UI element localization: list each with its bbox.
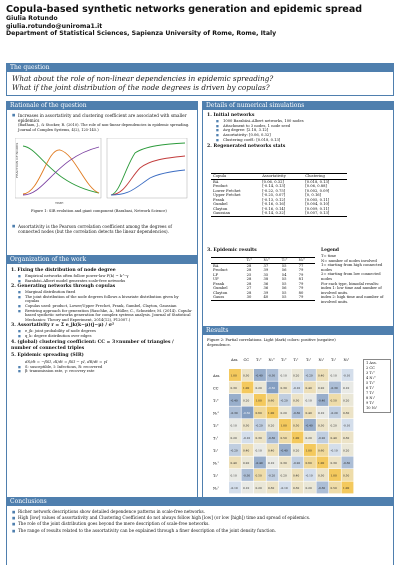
table-cell: 37	[263, 263, 269, 268]
heatmap-value: 0.30	[293, 398, 300, 403]
heatmap-label-item: 3 T₁⁰	[366, 371, 375, 375]
legend-line: 2= starting from low connected nodes	[321, 272, 381, 281]
heatmap-value: 0.30	[230, 386, 237, 390]
org-step-2: 2. Generating networks through copulas	[11, 284, 116, 290]
org-item: ■ q_k: degree distribution over edges	[11, 334, 193, 339]
heatmap-value: 0.20	[305, 486, 312, 490]
heatmap-labels	[363, 359, 391, 413]
heatmap-value: 0.40	[305, 411, 312, 415]
heatmap-value: 0.20	[230, 436, 237, 440]
heatmap-col-label: T₁⁰	[256, 358, 262, 362]
heatmap-value: 0.10	[243, 486, 250, 490]
section-organization	[6, 255, 198, 502]
table-cell: 39	[263, 268, 269, 272]
heatmap-value: 0.10	[330, 373, 337, 378]
conclusion-item: ■ Richer network descriptions show detailed dependence patterns in scale-free networks.	[11, 509, 389, 515]
heatmap-label-item: 2 CC	[366, 366, 375, 370]
legend-line: T= time	[321, 254, 337, 258]
table-cell: [0.005, 0.11]	[305, 197, 330, 202]
heatmap-col-label: N₁⁰	[268, 358, 275, 362]
legend-title: Legend	[321, 248, 340, 253]
heatmap-label-item: 9 T₂ᴵ	[366, 401, 375, 405]
org-item: ■ e_jk: joint probability of node degrees	[11, 329, 193, 334]
table-cell: [0.06, 0.32]	[262, 179, 284, 184]
table-cell: 35	[263, 272, 269, 277]
table-cell: [-0.14, 0.32]	[262, 211, 286, 215]
table-cell: 39	[263, 290, 269, 295]
heatmap-value: 0.20	[255, 386, 262, 390]
heatmap-value: -0.30	[268, 373, 276, 378]
table-cell: 55	[281, 277, 287, 281]
details-item: ■ Avg degree: [2.18, 3.12]	[207, 128, 389, 133]
table-cell: 28	[246, 277, 252, 281]
heatmap-value: -0.20	[305, 373, 313, 378]
heatmap-value: -0.40	[255, 461, 263, 465]
table-cell: Clayton	[213, 290, 228, 295]
section-heading: Conclusions	[6, 497, 394, 506]
heatmap-row-label: N₁ᴵ	[213, 461, 219, 466]
table-cell: 28	[246, 268, 252, 272]
heatmap-value: 0.60	[255, 411, 262, 415]
table-header: Clustering	[305, 174, 325, 178]
section-conclusions	[6, 497, 394, 565]
heatmap-value: 0.40	[230, 461, 237, 465]
heatmap-row-label: T₁⁰	[213, 399, 219, 404]
conclusion-item: ■ High [low] values of assortativity and Clustering Coefficient do not always follow high [low] (or low [high]) time and spread of epidemics.	[11, 515, 389, 521]
table-cell: [-0.13, 0.12]	[262, 197, 286, 202]
fig1-ylabel: FRACTION OF NODES	[15, 142, 19, 178]
heatmap-label-item: 5 T₂⁰	[366, 381, 375, 385]
heatmap-value: 1.00	[343, 486, 350, 490]
heatmap-value: -0.20	[268, 473, 276, 478]
table-cell: Product	[213, 268, 228, 272]
heatmap-value: -0.30	[318, 486, 326, 490]
heatmap-value: 0.30	[280, 461, 287, 465]
heatmap-value: -0.10	[243, 436, 251, 440]
epidemic-table-body	[211, 263, 315, 300]
table-cell: Lower Fréchet	[213, 188, 241, 193]
heatmap-value: 1.00	[255, 398, 262, 403]
table-header: N₁⁰	[263, 258, 270, 262]
section-body	[6, 506, 394, 565]
table-cell: [0.009, 0.11]	[305, 206, 330, 211]
heatmap-value: 0.10	[230, 473, 237, 478]
epidemic-table	[211, 257, 315, 301]
table-cell: Frank	[213, 197, 225, 202]
heatmap-value: 0.30	[243, 373, 250, 378]
heatmap-value: 0.20	[255, 486, 262, 490]
heatmap-col-label: N₂ᴵ	[343, 358, 349, 362]
heatmap-value: 0.20	[243, 461, 250, 465]
table-cell: [0.002, 0.09]	[305, 188, 330, 193]
legend-line: index 1: low time and number of involved units.	[321, 286, 382, 295]
table-cell: 81	[298, 277, 304, 281]
section-body	[202, 110, 394, 329]
heatmap-value: -0.10	[305, 473, 313, 478]
org-item: ■ The joint distribution of the node degrees follows a bivariate distribution given by copulas	[11, 295, 193, 304]
heatmap-value: -0.10	[230, 486, 238, 490]
heatmap-label-item: 1 Ass.	[366, 361, 377, 365]
heatmap-value: 0.10	[343, 386, 350, 390]
heatmap-value: 1.00	[330, 473, 337, 478]
table-cell: 28	[246, 281, 252, 286]
partial-correlation-heatmap	[213, 353, 358, 495]
heatmap-row-label: N₂ᴵ	[213, 486, 219, 491]
heatmap-value: 0.20	[343, 398, 350, 403]
legend-line: 1= starting from high connected nodes	[321, 263, 383, 272]
section-rationale	[6, 101, 198, 260]
heatmap-label-item: 6 T₁ᴵ	[366, 386, 375, 390]
table-cell: 55	[281, 281, 287, 286]
org-item: ■ Marginal distribution fixed	[11, 290, 193, 295]
heatmap-value: 0.30	[293, 486, 300, 490]
table-cell: 80	[298, 290, 304, 295]
heatmap-value: -0.20	[330, 411, 338, 415]
heatmap-value: -0.10	[293, 386, 301, 390]
org-item: ■ Barabási–Albert model generates scale-free networks	[11, 279, 193, 284]
heatmap-value: -0.30	[293, 411, 301, 415]
section-heading: Details of numerical simulations	[202, 101, 394, 110]
section-body	[202, 335, 394, 502]
table-cell: Product	[213, 184, 228, 188]
heatmap-value: -0.40	[318, 398, 326, 403]
heatmap-value: 0.30	[255, 436, 262, 440]
heatmap-value: 0.10	[230, 423, 237, 428]
heatmap-value: 0.20	[330, 423, 337, 428]
heatmap-value: 0.10	[305, 398, 312, 403]
heatmap-value: 0.20	[293, 373, 300, 378]
heatmap-value: 0.30	[318, 423, 325, 428]
heatmap-value: 0.30	[330, 461, 337, 465]
table-cell: [-0.16, 0.16]	[262, 202, 286, 206]
rationale-bullet	[11, 113, 193, 133]
table-cell: [-0.25, 0.07]	[262, 193, 286, 197]
section-details	[202, 101, 394, 329]
heatmap-value: -0.40	[280, 448, 288, 453]
heatmap-value: 0.30	[280, 386, 287, 390]
heatmap-row-label: T₂ᴵ	[213, 449, 218, 454]
table-cell: LF	[213, 272, 219, 277]
heatmap-value: 0.30	[268, 486, 275, 490]
heatmap-value: 0.20	[243, 398, 250, 403]
table-cell: BA	[213, 263, 219, 268]
heatmap-value: -0.30	[343, 461, 351, 465]
details-step-3: 3. Epidemic results	[207, 248, 257, 253]
figure2-caption: Figure 2: Partial correlations. Light (dark) colors: positive (negative) dependence.	[207, 338, 336, 347]
table-cell: Upper Fréchet	[213, 193, 241, 197]
table-cell: Gumbel	[213, 286, 228, 290]
heatmap-value: 0.50	[255, 473, 262, 478]
table-row	[211, 295, 315, 300]
org-step-4: 4. (global) clustering coefficient: CC = 3×number of triangles / number of connected triples	[11, 339, 174, 351]
table-cell: 56	[281, 268, 287, 272]
table-cell: [-0.22, 0.75]	[262, 188, 286, 193]
heatmap-row-label: CC	[213, 386, 219, 391]
question-line-2: What if the joint distribution of the node degrees is driven by copulas?	[12, 83, 270, 92]
heatmap-value: 0.30	[318, 473, 325, 478]
heatmap-value: 0.30	[343, 436, 350, 440]
org-item: ■ Empirical networks often follow power-law P(k) ~ k^-γ	[11, 274, 193, 279]
heatmap-label-item: 4 N₁⁰	[366, 376, 376, 380]
section-heading: Organization of the work	[6, 255, 198, 264]
heatmap-value: -0.50	[243, 411, 251, 415]
table-cell: 54	[281, 272, 287, 277]
org-step-1: 1. Fixing the distribution of node degree	[11, 268, 116, 273]
section-question	[6, 63, 394, 96]
heatmap-value: 0.60	[318, 448, 325, 453]
table-header: Assortativity	[262, 174, 286, 178]
heatmap-value: -0.50	[268, 386, 276, 390]
heatmap-value: 0.30	[243, 423, 250, 428]
heatmap-value: 0.50	[343, 473, 350, 478]
details-item: ■ Attachment to 3 nodes, 1 node seed	[207, 124, 389, 129]
heatmap-row-label: T₂⁰	[213, 424, 219, 429]
table-cell: 36	[263, 281, 269, 286]
heatmap-value: -0.40	[255, 373, 263, 378]
heatmap-value: 0.40	[268, 448, 275, 453]
table-cell: 27	[246, 286, 252, 290]
table-cell: 25	[246, 272, 252, 277]
heatmap-col-label: Ass.	[231, 358, 239, 362]
heatmap-value: -0.40	[305, 423, 313, 428]
legend-line: index 2: high time and number of involved units.	[321, 295, 384, 304]
table-row	[211, 286, 315, 291]
table-cell: [0.004, 0.10]	[305, 202, 330, 206]
sir-figure	[15, 138, 190, 206]
table-cell: 28	[246, 290, 252, 295]
table-cell: [0.018, 0.13]	[305, 179, 330, 184]
heatmap-value: -0.40	[230, 398, 238, 403]
heatmap-value: -0.20	[293, 461, 301, 465]
table-cell: 79	[298, 286, 304, 290]
figure1-caption: Figure 1: SIR evolution and giant component (Barabasi, Network Science)	[31, 209, 167, 213]
heatmap-value: -0.10	[343, 423, 351, 428]
heatmap-col-label: T₂ᴵ	[306, 358, 311, 362]
heatmap-value: -0.30	[230, 411, 238, 415]
heatmap-value: 0.20	[280, 411, 287, 415]
table-header: T₂⁰	[281, 258, 288, 262]
heatmap-row-label: N₁⁰	[213, 411, 220, 416]
table-cell: Clayton	[213, 206, 228, 211]
heatmap-value: 0.40	[293, 473, 300, 478]
heatmap-value: 1.00	[293, 436, 300, 440]
table-cell: [0.007, 0.13]	[305, 211, 330, 215]
table-cell: [-0.16, 0.14]	[262, 206, 286, 211]
heatmap-value: 0.40	[305, 386, 312, 390]
table-header: Copula	[213, 174, 227, 178]
legend-line: N= number of nodes involved	[321, 258, 377, 263]
conclusion-item: ■ The range of results related to the assortativity can be explained through a finer description of the joint density function.	[11, 528, 389, 534]
section-body	[6, 110, 198, 260]
heatmap-value: 0.40	[318, 373, 325, 378]
table-cell: 55	[281, 263, 287, 268]
heatmap-value: 0.50	[330, 398, 337, 403]
heatmap-value: 0.60	[305, 461, 312, 465]
table-cell: 55	[281, 290, 287, 295]
heatmap-value: 0.30	[343, 411, 350, 415]
section-heading: Rationale of the question	[6, 101, 198, 110]
heatmap-col-label: CC	[243, 358, 249, 362]
table-cell: UF	[213, 277, 219, 281]
org-item: ■ Rewiring approach for generation (Raschke, A., Müller, C., Schneider, M. (2014). Copula-based synthetic networks generation for complex systems analysis. Journal of Statistical Mechanics: Theory and Experiment, 2014(12), P12007.)	[11, 309, 193, 323]
table-cell: Gumbel	[213, 202, 228, 206]
rationale-bullet-2	[11, 224, 193, 234]
heatmap-value: 0.20	[280, 473, 287, 478]
poster-title: Copula-based synthetic networks generation and epidemic spread	[6, 4, 363, 15]
table-cell: 40	[263, 295, 269, 299]
org-step-5: 5. Epidemic spreading (SIR)	[11, 352, 84, 358]
stats-table-body	[211, 179, 347, 216]
table-cell: 30	[246, 295, 252, 299]
table-cell: [-0.14, 0.13]	[262, 184, 286, 188]
heatmap-value: -0.10	[280, 486, 288, 490]
rationale-text: Increases in assortativity and clustering coefficient are associated with smaller epidemics	[18, 113, 187, 124]
heatmap-value: 0.50	[330, 486, 337, 490]
heatmap-value: -0.20	[280, 398, 288, 403]
table-row	[211, 268, 315, 273]
heatmap-label-item: 7 T₂ᴵ	[366, 391, 375, 395]
heatmap-value: -0.20	[230, 448, 238, 453]
heatmap-label-item: 10 N₂ᴵ	[366, 406, 378, 410]
heatmap-value: 1.00	[280, 423, 287, 428]
details-item: ■ Assortativity: [0.06, 0.32]	[207, 133, 389, 138]
table-cell: 56	[281, 286, 287, 290]
heatmap-value: 0.20	[293, 448, 300, 453]
table-cell: Gaussian	[213, 211, 231, 215]
heatmap-value: 0.20	[305, 436, 312, 440]
heatmap-value: 0.40	[330, 436, 337, 440]
table-row	[211, 211, 347, 216]
heatmap-value: 1.00	[243, 386, 250, 390]
section-body	[6, 264, 198, 502]
heatmap-value: 0.10	[255, 448, 262, 453]
heatmap-col-label: T₂⁰	[281, 358, 287, 362]
conclusion-item: ■ The role of the joint distribution goes beyond the mere description of scale-free networks.	[11, 521, 389, 527]
heatmap-value: -0.20	[255, 423, 263, 428]
section-heading: Results	[202, 326, 394, 335]
question-line-1: What about the role of non-linear dependencies in epidemic spreading?	[12, 74, 274, 83]
heatmap-value: 0.50	[280, 436, 287, 440]
heatmap-value: 0.10	[318, 411, 325, 415]
details-item: ■ Clustering coeff.: [0.018, 0.13]	[207, 138, 389, 143]
heatmap-col-label: N₁ᴵ	[318, 358, 324, 362]
details-step-2: 2. Regenerated networks stats	[207, 143, 286, 149]
rationale-text-2: Assortativity is the Pearson correlation coefficient among the degrees of connected nodes (but the correlation detects the linear dependencies).	[18, 224, 172, 235]
author-email: giulia.rotundo@uniroma1.it	[6, 22, 103, 30]
heatmap-value: 0.40	[243, 448, 250, 453]
heatmap-value: 0.50	[293, 423, 300, 428]
table-cell: BA	[213, 179, 219, 184]
table-cell: 36	[263, 286, 269, 290]
poster-header	[6, 4, 394, 38]
table-cell: Frank	[213, 281, 225, 286]
heatmap-value: 0.10	[280, 373, 287, 378]
table-cell: 38	[263, 277, 269, 281]
table-cell: [0.06, 0.88]	[305, 184, 327, 188]
fig1-xlabel: TIME	[55, 201, 64, 205]
legend-lines	[321, 254, 389, 305]
legend-line: For each type, bimodal results:	[321, 281, 380, 286]
table-cell: 55	[281, 295, 287, 299]
org-item: ■ Copulas used: product, Lower/Upper Frechet, Frank, Gumbel, Clayton, Gaussian	[11, 304, 193, 309]
org-item: ■ β: transmission rate, γ: recovery rate	[11, 369, 193, 374]
heatmap-label-item: 8 N₁ᴵ	[366, 396, 375, 400]
heatmap-value: 0.60	[268, 398, 275, 403]
section-body	[6, 72, 394, 96]
heatmap-value: 0.20	[343, 448, 350, 453]
table-cell: 77	[298, 263, 304, 268]
table-cell: 28	[246, 263, 252, 268]
heatmap-value: 0.10	[268, 461, 275, 465]
heatmap-value: 1.00	[318, 461, 325, 465]
details-item: ■ 1000 Barabási–Albert networks, 100 nodes	[207, 119, 389, 124]
org-step-3: 3. Assortativity r = Σ e_jk(k−μ)(j−μ) / σ²	[11, 323, 115, 329]
table-cell: [0, 0.16]	[305, 193, 322, 197]
table-header: N₂⁰	[298, 258, 305, 262]
table-cell: 79	[298, 268, 304, 272]
table-cell: Gauss	[213, 295, 225, 299]
heatmap-value: 0.20	[318, 386, 325, 390]
heatmap-value: -0.30	[268, 436, 276, 440]
heatmap-value: 0.20	[268, 423, 275, 428]
heatmap-col-label: T₂ᴵ	[331, 358, 336, 362]
heatmap-row-label: T₁ᴵ	[213, 436, 218, 441]
affiliation: Department of Statistical Sciences, Sapienza University of Rome, Rome, Italy	[6, 30, 277, 37]
reference: (Badham, J., & Stocker, R. (2010). The role of non-linear dependencies in epidemic spreading. Journal of Complex Systems, 4(2), 125-145.)	[18, 123, 190, 132]
author-name: Giulia Rotundo	[6, 15, 58, 22]
org-item: ■ S: susceptible, I: Infectious, R: recovered	[11, 365, 193, 370]
heatmap-value: -0.10	[343, 373, 351, 378]
heatmap-value: -0.30	[330, 386, 338, 390]
table-cell: 79	[298, 272, 304, 277]
table-header: T₁⁰	[246, 258, 253, 262]
heatmap-value: 1.00	[230, 373, 237, 378]
heatmap-col-label: T₁ᴵ	[293, 358, 299, 362]
legend	[321, 248, 389, 305]
heatmap-value: -0.30	[243, 473, 251, 478]
section-results	[202, 326, 394, 502]
stats-table	[211, 173, 347, 217]
sir-equations: dS/dt = −βSI, dI/dt = βSI − γI, dR/dt = γI	[25, 358, 108, 364]
heatmap-value: -0.10	[330, 448, 338, 453]
section-heading: The question	[6, 63, 394, 72]
heatmap-value: 1.00	[305, 448, 312, 453]
table-cell: 79	[298, 281, 304, 286]
table-cell: 79	[298, 295, 304, 299]
heatmap-row-label: Ass.	[213, 374, 221, 379]
heatmap-value: -0.20	[318, 436, 326, 440]
heatmap-value: 1.00	[268, 411, 275, 415]
details-step-1: 1. Initial networks	[207, 113, 255, 118]
heatmap-row-label: T₂ᴵ	[213, 474, 218, 479]
